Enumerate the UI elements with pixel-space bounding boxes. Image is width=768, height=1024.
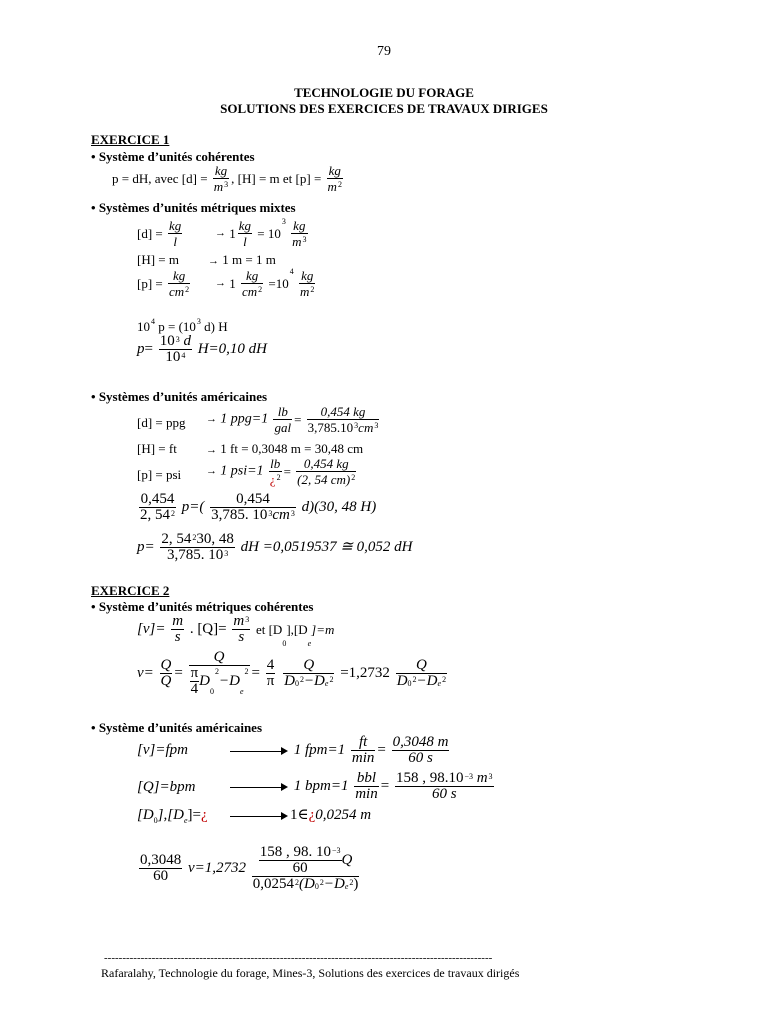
ex1-us-pressure-label: [p] = psi [137,467,182,482]
ex1-height-line: [H] = m [137,252,179,267]
ex1-coherent-equation: p = dH, avec [d] = $\frac{kg}{m^3}$ , [H] = m et [p] = $\frac{kg}{m^2}$ [112,163,342,194]
ex1-us-height-conversion: → 1 ft = 0,3048 m = 30,48 cm [206,441,364,456]
ex1-section-american: • Systèmes d’unités américaines [91,389,268,404]
arrow-icon: → [206,413,217,425]
ex1-us-result: p= $\frac{2, 54^230, 48}{3,785. 10^3}$ dH =0,0519537 ≅ 0,052 dH [137,531,413,563]
ex2-section-metric: • Système d’unités métriques cohérentes [91,599,314,614]
ex2-us-diameter-conversion: 1∈¿0,0254 m [230,808,371,823]
arrow-icon: → [206,465,217,477]
ex1-density-line: [d] = $\frac{kg}{l}$ [137,218,182,249]
ex1-section-coherent: • Système d’unités cohérentes [91,149,255,164]
ex1-relation: $10^4$ $p = (10^3$ d) H [137,317,228,334]
long-arrow-icon [230,746,288,756]
ex2-us-velocity-conversion: 1 fpm=1 $\frac{ft}{\min}$ = $\frac{0,3048 m}{60 s}$ [230,735,451,766]
page-subtitle: SOLUTIONS DES EXERCICES DE TRAVAUX DIRIGES [220,101,548,116]
ex1-us-pressure-conversion: → 1 psi=1 $\frac{lb}{¿^2}$ = $\frac{0,454 kg}{(2, 54 cm)^2}$ [206,456,356,487]
ex2-us-flow-conversion: 1 bpm=1 $\frac{\text{bbl}}{\min}$ = $\frac{158 , 98.10^{-3} m^3}{60 s}$ [230,771,496,802]
ex1-us-height-label: [H] = ft [137,441,177,456]
arrow-icon: → [215,277,226,289]
arrow-icon: → [206,444,217,456]
ex1-pressure-line: [p] = $\frac{kg}{cm^2}$ [137,268,190,299]
page-number: 79 [377,44,391,59]
ex1-section-metric-mixed: • Systèmes d’unités métriques mixtes [91,200,296,215]
ex2-us-diameter-label: $[D_0],[D_e]=¿$ [137,807,208,825]
ex1-us-density-conversion: → 1 ppg=1 $\frac{lb}{\text{gal}}$ = $\frac{0,454 kg}{3,785.10^3cm^3}$ [206,404,379,435]
ex1-us-density-label: [d] = ppg [137,415,186,430]
ex1-height-conversion: → 1 m = 1 m [208,252,276,267]
ex2-velocity-equation: v= $\frac{Q}{Q}$ = Q $\frac{\pi}{4}$ $D_0^2-D_e^2$ = $\frac{4}{\pi}$ $\frac{Q}{D_0^2-D_e^2}$ =1,2732 $\frac{Q}{D_0^2-D_e^2}$ [137,649,447,697]
ex2-metric-units: [v]= $\frac{m}{s}$ . [Q]= $\frac{m^3}{s}$ et $[D_0],[D_e]=m$ [137,613,335,649]
page-title: TECHNOLOGIE DU FORAGE [294,85,474,100]
arrow-icon: → [208,255,219,267]
long-arrow-icon [230,811,288,821]
ex2-us-velocity-label: [v]=fpm [137,742,188,758]
ex1-metric-result: p= $\frac{10^3 d}{10^4}$ H=0,10 dH [137,333,268,365]
long-arrow-icon [230,782,288,792]
ex1-density-conversion: → 1 $\frac{kg}{l}$ = $10^3$ $\frac{kg}{m^3}$ [215,216,307,249]
ex2-section-american: • Système d’unités américaines [91,720,263,735]
ex2-us-final-equation: $\frac{0,3048}{60}$ v=1,2732 $\frac{158 , 98. 10^{-3}}{60}$ Q $0,0254^2(D_0^2-D_e^2)$ [140,844,359,892]
ex2-us-flow-label: [Q]=bpm [137,779,196,795]
exercise-1-heading: EXERCICE 1 [91,132,170,147]
ex1-us-equation-1: $\frac{0,454}{2, 54^2}$ p=( $\frac{0,454}{3,785. 10^3cm^3}$ d)(30, 48 H) [140,491,377,523]
footer-separator: ---------------------------------------------------------------------------------------------------------- [104,952,493,964]
footer-citation: Rafaralahy, Technologie du forage, Mines-3, Solutions des exercices de travaux dirigés [101,966,520,980]
arrow-icon: → [215,227,226,239]
exercise-2-heading: EXERCICE 2 [91,583,170,598]
ex1-pressure-conversion: → 1 $\frac{kg}{cm^2}$ $=10^4$ $\frac{kg}{m^2}$ [215,266,315,299]
